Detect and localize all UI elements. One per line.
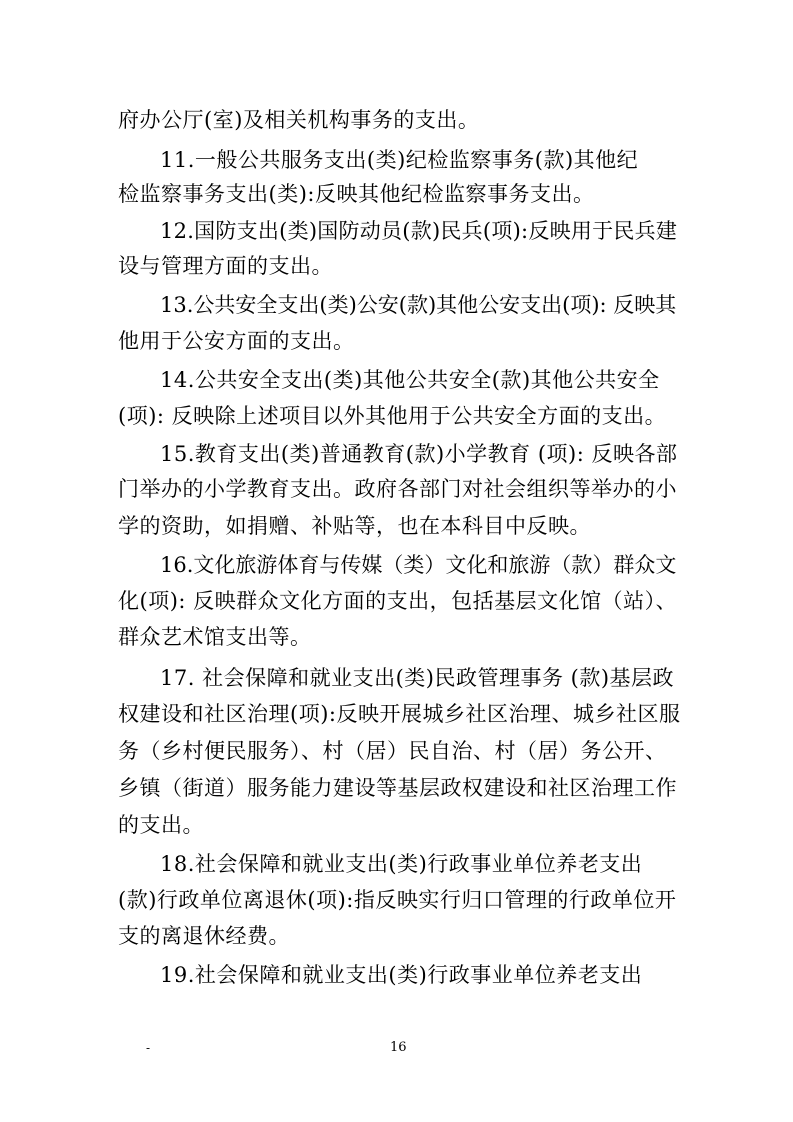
text-line: 18.社会保障和就业支出(类)行政事业单位养老支出 <box>160 852 643 876</box>
text-line: 16.文化旅游体育与传媒（类）文化和旅游（款）群众文 <box>160 553 677 577</box>
text-line: 化(项): 反映群众文化方面的支出，包括基层文化馆（站）、 <box>118 589 678 613</box>
text-line: 13.公共安全支出(类)公安(款)其他公安支出(项): 反映其 <box>160 293 677 317</box>
text-line: (款)行政单位离退休(项):指反映实行归口管理的行政单位开 <box>118 888 677 912</box>
text-line: 乡镇（街道）服务能力建设等基层政权建设和社区治理工作 <box>118 776 677 800</box>
text-line: 19.社会保障和就业支出(类)行政事业单位养老支出 <box>160 963 643 987</box>
text-line: 的支出。 <box>118 813 204 837</box>
text-line: 务（乡村便民服务）、村（居）民自治、村（居）务公开、 <box>118 739 667 763</box>
text-line: 府办公厅(室)及相关机构事务的支出。 <box>118 108 480 132</box>
text-line: 学的资助，如捐赠、补贴等，也在本科目中反映。 <box>118 514 591 538</box>
text-line: 群众艺术馆支出等。 <box>118 625 312 649</box>
text-line: 设与管理方面的支出。 <box>118 254 333 278</box>
text-line: 11.一般公共服务支出(类)纪检监察事务(款)其他纪 <box>160 148 639 172</box>
page-number: 16 <box>390 1040 407 1055</box>
text-line: 支的离退休经费。 <box>118 924 290 948</box>
text-line: 检监察事务支出(类):反映其他纪检监察事务支出。 <box>118 182 595 206</box>
text-line: 门举办的小学教育支出。政府各部门对社会组织等举办的小 <box>118 477 677 501</box>
footer-dash: - <box>146 1041 151 1055</box>
text-line: 15.教育支出(类)普通教育(款)小学教育 (项): 反映各部 <box>160 442 678 466</box>
text-line: 12.国防支出(类)国防动员(款)民兵(项):反映用于民兵建 <box>160 219 678 243</box>
text-line: 14.公共安全支出(类)其他公共安全(款)其他公共安全 <box>160 368 660 392</box>
text-line: 他用于公安方面的支出。 <box>118 329 355 353</box>
text-line: (项): 反映除上述项目以外其他用于公共安全方面的支出。 <box>118 404 667 428</box>
text-line: 17. 社会保障和就业支出(类)民政管理事务 (款)基层政 <box>160 666 675 690</box>
text-line: 权建设和社区治理(项):反映开展城乡社区治理、城乡社区服 <box>118 702 681 726</box>
